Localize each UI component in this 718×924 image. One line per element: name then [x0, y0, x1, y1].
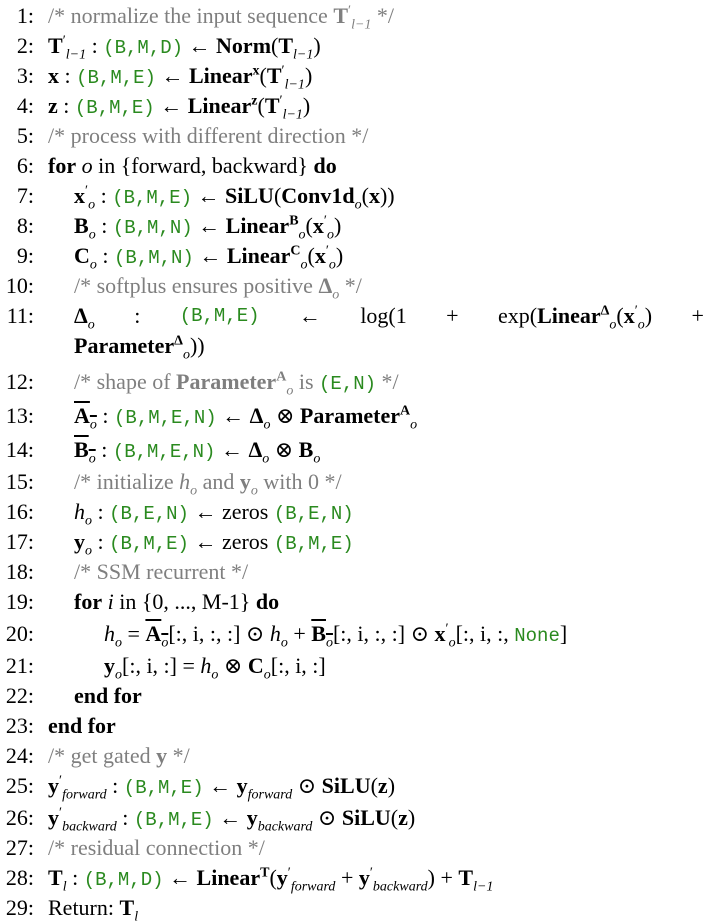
line-number: 27: — [5, 835, 34, 860]
line-number: 13: — [5, 403, 34, 428]
line-number: 24: — [5, 743, 34, 768]
line-number: 20: — [5, 621, 34, 646]
statement: $y_o$[:, i, :] = $h_o$ ⊗ $C_o$[:, i, :] — [104, 653, 326, 683]
line-number: 3: — [16, 63, 34, 88]
line-number: 12: — [5, 369, 34, 394]
statement: end for — [48, 713, 116, 738]
comment: /* normalize the input sequence $T'_{l-1}$ */ — [48, 3, 395, 33]
statement: $T_l$ : (B,M,D) ← $Linear^T(y'_{forward} + y'_{backward}) + T_{l-1}$ — [48, 865, 494, 895]
statement: for o in {forward, backward} do — [48, 153, 337, 178]
line-number: 8: — [16, 213, 34, 238]
line-number: 28: — [5, 865, 34, 890]
statement: $B_o$ : (B,M,N) ← $Linear^B_o(x'_o)$ — [74, 213, 342, 243]
statement: $C_o$ : (B,M,N) ← $Linear^C_o(x'_o)$ — [74, 243, 344, 273]
statement: end for — [74, 683, 142, 708]
line-number: 15: — [5, 469, 34, 494]
line-number: 17: — [5, 529, 34, 554]
line-number: 6: — [16, 153, 34, 178]
line-number: 7: — [16, 183, 34, 208]
comment: /* get gated y */ — [48, 743, 190, 768]
statement-continuation: Parameter$^\Delta_o$)) — [74, 333, 205, 363]
comment: /* SSM recurrent */ — [74, 559, 249, 584]
line-number: 11: — [6, 303, 34, 328]
line-number: 23: — [5, 713, 34, 738]
comment: /* initialize $h_o$ and $y_o$ with 0 */ — [74, 469, 342, 499]
line-number: 9: — [16, 243, 34, 268]
line-number: 29: — [5, 895, 34, 920]
comment: /* softplus ensures positive $\Delta_o$ */ — [74, 273, 362, 303]
statement: $x'_o$ : (B,M,E) ← $SiLU(Conv1d_o(x))$ — [74, 183, 395, 213]
line-number: 16: — [5, 499, 34, 524]
line-number: 19: — [5, 589, 34, 614]
line-number: 1: — [16, 3, 34, 28]
statement: $A_o$ : (B,M,E,N) ← $\Delta_o$ ⊗ Parameter$^A_o$ — [74, 403, 418, 433]
line-number: 10: — [5, 273, 34, 298]
statement: Return: $T_l$ — [48, 895, 139, 924]
statement: $h_o$ : (B,E,N) ← zeros (B,E,N) — [74, 499, 354, 529]
line-number: 18: — [5, 559, 34, 584]
statement: for i in {0, ..., M-1} do — [74, 589, 280, 614]
comment: /* process with different direction */ — [48, 123, 369, 148]
line-number: 14: — [5, 437, 34, 462]
line-number: 5: — [16, 123, 34, 148]
statement: $\Delta_o$ : (B,M,E) ← log(1 + $\exp(Linear^\Delta_o(x'_o)$ + — [74, 303, 704, 333]
statement: $T'_{l-1}$ : (B,M,D) ← $Norm(T_{l-1})$ — [48, 33, 321, 63]
line-number: 4: — [16, 93, 34, 118]
line-number: 21: — [5, 653, 34, 678]
statement: $B_o$ : (B,M,E,N) ← $\Delta_o$ ⊗ $B_o$ — [74, 437, 321, 467]
statement: x : (B,M,E) ← $Linear^x(T'_{l-1})$ — [48, 63, 313, 93]
line-number: 2: — [16, 33, 34, 58]
line-number: 26: — [5, 805, 34, 830]
comment: /* shape of Parameter$^A_o$ is (E,N) */ — [74, 369, 399, 399]
statement: $h_o = A_o$[:, i, :, :] ⊙ $h_o + B_o$[:, i, :, :] ⊙ $x'_o$[:, i, :, None] — [104, 621, 568, 651]
statement: $y_o$ : (B,M,E) ← zeros (B,M,E) — [74, 529, 354, 559]
statement: $y'_{forward}$ : (B,M,E) ← $y_{forward}$ ⊙ SiLU(z) — [48, 773, 396, 803]
line-number: 25: — [5, 773, 34, 798]
line-number: 22: — [5, 683, 34, 708]
statement: z : (B,M,E) ← $Linear^z(T'_{l-1})$ — [48, 93, 311, 123]
comment: /* residual connection */ — [48, 835, 265, 860]
statement: $y'_{backward}$ : (B,M,E) ← $y_{backward}$ ⊙ SiLU(z) — [48, 805, 416, 835]
